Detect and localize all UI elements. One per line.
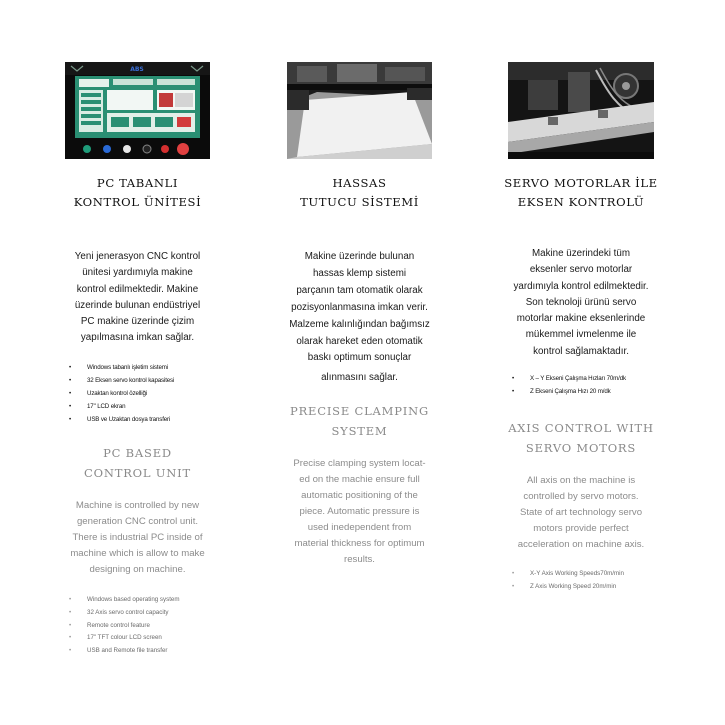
abs-logo: ABS <box>130 66 144 73</box>
features-list-en <box>67 594 180 658</box>
list-item: • USB and Remote file transfer <box>67 645 180 658</box>
list-item: • Windows based operating system <box>67 594 180 607</box>
features-list-tr <box>67 361 174 426</box>
body-pc-control-tr: Yeni jenerasyon CNC kontrol ünitesi yardımıyla makine kontrol edilmektedir. Makine üzerinde bulunan endüstriyel PC makine üzerinde çizim yapılmasına imkan sağlar. <box>74 251 201 344</box>
body-clamping-en: Precise clamping system locat- ed on the machie ensure full automatic positioning of the piece. Automatic pressure is used inedependent from material thickness for optimum results. <box>293 458 426 565</box>
title-clamping-en: PRECISE CLAMPING SYSTEM <box>290 404 429 438</box>
body-servo-tr: Makine üzerindeki tüm eksenler servo motorlar yardımıyla kontrol edilmektedir. Son teknoloji ürünü servo motorlar makine eksenlerinde mükemmel ivmelenme ile kontrol sağlamaktadır. <box>513 248 649 357</box>
list-item: • Z Axis Working Speed 20m/min <box>510 581 624 594</box>
speed-list-tr <box>510 372 626 398</box>
title-clamping-tr: HASSAS TUTUCU SİSTEMİ <box>300 176 419 209</box>
list-item: • X – Y Ekseni Çalışma Hızları 70m/dk <box>510 372 626 385</box>
list-item: • Remote control feature <box>67 620 180 633</box>
column-pc-control <box>65 0 210 725</box>
control-panel-photo <box>65 62 210 159</box>
list-item: • Uzaktan kontrol özelliği <box>67 387 174 400</box>
clamping-image <box>287 62 432 159</box>
title-pc-control-tr: PC TABANLI KONTROL ÜNİTESİ <box>73 176 202 209</box>
column-servo <box>504 0 658 725</box>
list-item: • 32 Axis servo control capacity <box>67 607 180 620</box>
speed-list-en <box>510 568 624 594</box>
servo-image <box>508 62 654 159</box>
list-item: • 17" LCD ekran <box>67 400 174 413</box>
list-item: • X-Y Axis Working Speeds70m/min <box>510 568 624 581</box>
body-clamping-tr: Makine üzerinde bulunan hassas klemp sistemi parçanın tam otomatik olarak pozisyonlanmasına imkan verir. Malzeme kalınlığından bağımsız olarak hareket eden otomatik baskı optimum sonuçlar alınmasını sağlar. <box>289 251 430 384</box>
control-panel-image <box>65 62 210 159</box>
list-item: • Z Ekseni Çalışma Hızı 20 m/dk <box>510 385 626 398</box>
list-item: • 32 Eksen servo kontrol kapasitesi <box>67 374 174 387</box>
list-item: • 17" TFT colour LCD screen <box>67 632 180 645</box>
servo-photo <box>508 62 654 159</box>
body-servo-en: All axis on the machine is controlled by servo motors. State of art technology servo motors provide perfect acceleration on machine axis. <box>517 475 645 550</box>
title-servo-tr: SERVO MOTORLAR İLE EKSEN KONTROLÜ <box>504 176 658 209</box>
title-servo-en: AXIS CONTROL WITH SERVO MOTORS <box>508 421 654 455</box>
title-pc-control-en: PC BASED CONTROL UNIT <box>84 446 191 480</box>
column-clamping <box>287 0 432 725</box>
list-item: • USB ve Uzaktan dosya transferi <box>67 413 174 426</box>
body-pc-control-en: Machine is controlled by new generation CNC control unit. There is industrial PC inside of machine which is allow to make designing on machine. <box>70 500 205 575</box>
clamping-photo <box>287 62 432 159</box>
list-item: • Windows tabanlı işletim sistemi <box>67 361 174 374</box>
